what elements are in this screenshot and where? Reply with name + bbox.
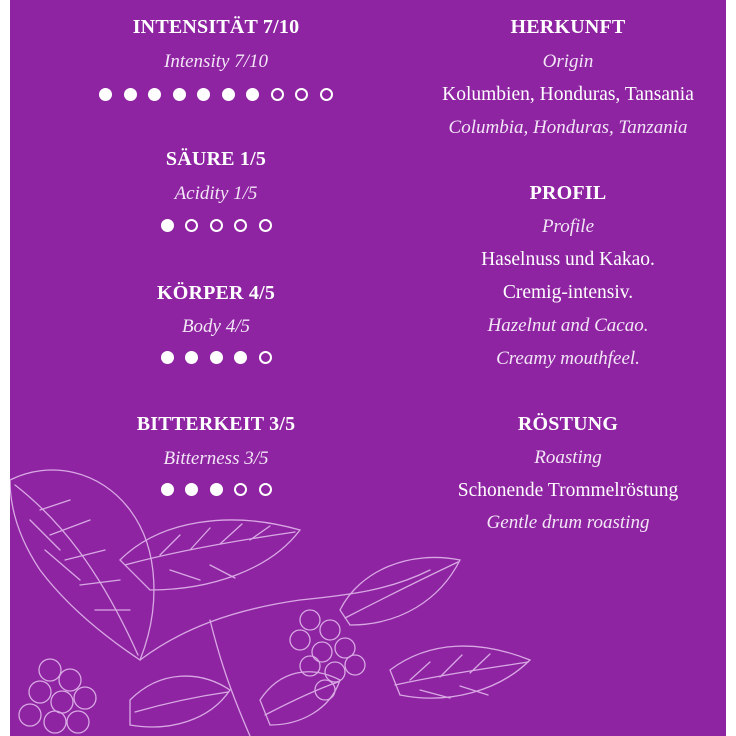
profile-text-en-2: Creamy mouthfeel. xyxy=(496,348,640,369)
filled-dot-icon xyxy=(99,88,112,101)
body-subtitle: Body 4/5 xyxy=(181,316,251,337)
empty-dot-icon xyxy=(295,88,308,101)
filled-dot-icon xyxy=(197,88,210,101)
origin-subtitle: Origin xyxy=(542,51,594,72)
filled-dot-icon xyxy=(246,88,259,101)
empty-dot-icon xyxy=(259,351,272,364)
filled-dot-icon xyxy=(148,88,161,101)
acidity-title: SÄURE 1/5 xyxy=(165,148,267,170)
empty-dot-icon xyxy=(271,88,284,101)
intensity-rating xyxy=(58,88,374,101)
coffee-info-panel xyxy=(10,0,726,736)
filled-dot-icon xyxy=(210,351,223,364)
empty-dot-icon xyxy=(234,219,247,232)
filled-dot-icon xyxy=(124,88,137,101)
acidity-rating xyxy=(58,219,374,232)
filled-dot-icon xyxy=(234,351,247,364)
filled-dot-icon xyxy=(161,351,174,364)
profile-subtitle: Profile xyxy=(541,216,595,237)
intensity-title: INTENSITÄT 7/10 xyxy=(132,16,300,38)
empty-dot-icon xyxy=(259,219,272,232)
roasting-text-en: Gentle drum roasting xyxy=(486,512,650,533)
origin-text-en: Columbia, Honduras, Tanzania xyxy=(448,117,688,138)
roasting-text-de: Schonende Trommelröstung xyxy=(457,480,679,501)
bitterness-subtitle: Bitterness 3/5 xyxy=(163,448,269,469)
filled-dot-icon xyxy=(222,88,235,101)
filled-dot-icon xyxy=(173,88,186,101)
empty-dot-icon xyxy=(210,219,223,232)
filled-dot-icon xyxy=(185,351,198,364)
body-rating xyxy=(58,351,374,364)
profile-text-de-1: Haselnuss und Kakao. xyxy=(481,249,655,270)
filled-dot-icon xyxy=(161,219,174,232)
profile-text-en-1: Hazelnut and Cacao. xyxy=(487,315,649,336)
bitterness-title: BITTERKEIT 3/5 xyxy=(136,413,296,435)
empty-dot-icon xyxy=(185,219,198,232)
body-title: KÖRPER 4/5 xyxy=(156,282,276,304)
profile-title: PROFIL xyxy=(529,182,607,204)
origin-title: HERKUNFT xyxy=(510,16,626,38)
roasting-subtitle: Roasting xyxy=(534,447,602,468)
coffee-plant-illustration xyxy=(10,440,726,736)
origin-text-de: Kolumbien, Honduras, Tansania xyxy=(442,84,694,105)
profile-text-de-2: Cremig-intensiv. xyxy=(502,282,634,303)
empty-dot-icon xyxy=(320,88,333,101)
roasting-title: RÖSTUNG xyxy=(517,413,619,435)
acidity-subtitle: Acidity 1/5 xyxy=(174,183,258,204)
intensity-subtitle: Intensity 7/10 xyxy=(164,51,268,72)
